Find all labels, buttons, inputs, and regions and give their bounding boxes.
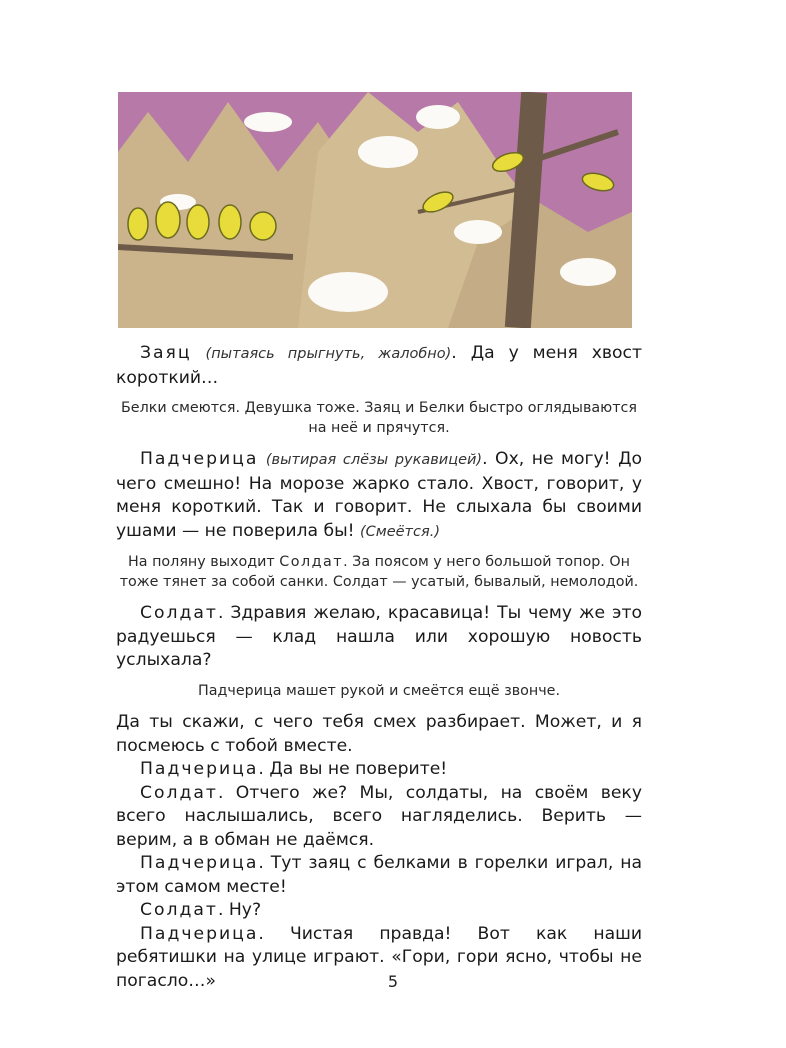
squirrel [156,202,180,238]
speaker-name: Солдат [140,900,218,920]
squirrels-in-snowy-forest-illustration [118,92,632,328]
speaker-name: Заяц [140,343,192,363]
paragraph-soldier [116,782,642,853]
stage-direction [116,553,642,592]
speaker-name: Солдат [140,782,218,803]
play-text [116,342,642,993]
stage-text: . За поясом у него большой топор. Он тоже тянет за собой санки. Солдат — усатый, бывалый, немолодой. [119,554,639,590]
snow-patch [454,220,502,244]
speech: . Чистая правда! Вот как наши ребятишки на улице играют. «Гори, гори ясно, чтобы не погасло…» [116,923,642,991]
speaker-name: Падчерица [140,449,259,469]
speech: . Тут заяц с белками в горелки играл, на этом самом месте! [116,853,642,897]
speaker-name: Падчерица [140,923,259,944]
paragraph-stepdaughter [116,758,642,782]
squirrel [250,212,276,240]
speech: . Ну? [217,900,262,920]
snow-patch [560,258,616,286]
paragraph-stepdaughter [116,448,642,544]
speech: . Да вы не поверите! [258,759,448,779]
paragraph-continuation: Да ты скажи, с чего тебя смех разбирает. Может, и я посмеюсь с тобой вместе. [116,712,642,756]
speech: . Отчего же? Мы, солдаты, на своём веку всего наслышались, всего нагляделись. Верить — верим, а в обман не даёмся. [116,782,642,850]
speaker-name: Солдат [279,554,344,570]
illustration [118,92,632,328]
speech: . Здравия желаю, красавица! Ты чему же это радуешься — клад нашла или хорошую новость услыхала? [116,603,642,670]
stage-remark: (пытаясь прыгнуть, жалобно) [205,346,452,362]
speech: . Да у меня хвост короткий… [116,343,642,388]
snow-patch [308,272,388,312]
squirrel [219,205,241,239]
stage-remark: (Смеётся.) [360,523,440,540]
stage-text: На поляну выходит [128,554,280,570]
squirrel [128,208,148,240]
snow-patch [416,105,460,129]
stage-remark: (вытирая слёзы рукавицей) [265,452,483,468]
snow-patch [244,112,292,132]
stage-direction: Белки смеются. Девушка тоже. Заяц и Белки быстро оглядываются на неё и прячутся. [121,400,637,436]
squirrel [187,205,209,239]
stage-direction: Падчерица машет рукой и смеётся ещё звонче. [197,682,560,699]
speaker-name: Падчерица [140,759,259,779]
paragraph-stepdaughter [116,852,642,899]
paragraph-soldier [116,899,642,923]
page-number: 5 [387,972,399,991]
paragraph-soldier [116,602,642,673]
speaker-name: Падчерица [140,853,259,873]
snow-patch [358,136,418,168]
speaker-name: Солдат [140,603,218,623]
speech: . Ох, не могу! До чего смешно! На морозе жарко стало. Хвост, говорит, у меня короткий. Так и говорит. Не слыхала бы своими ушами — не поверила бы! [116,449,643,541]
paragraph-hare [116,342,642,390]
